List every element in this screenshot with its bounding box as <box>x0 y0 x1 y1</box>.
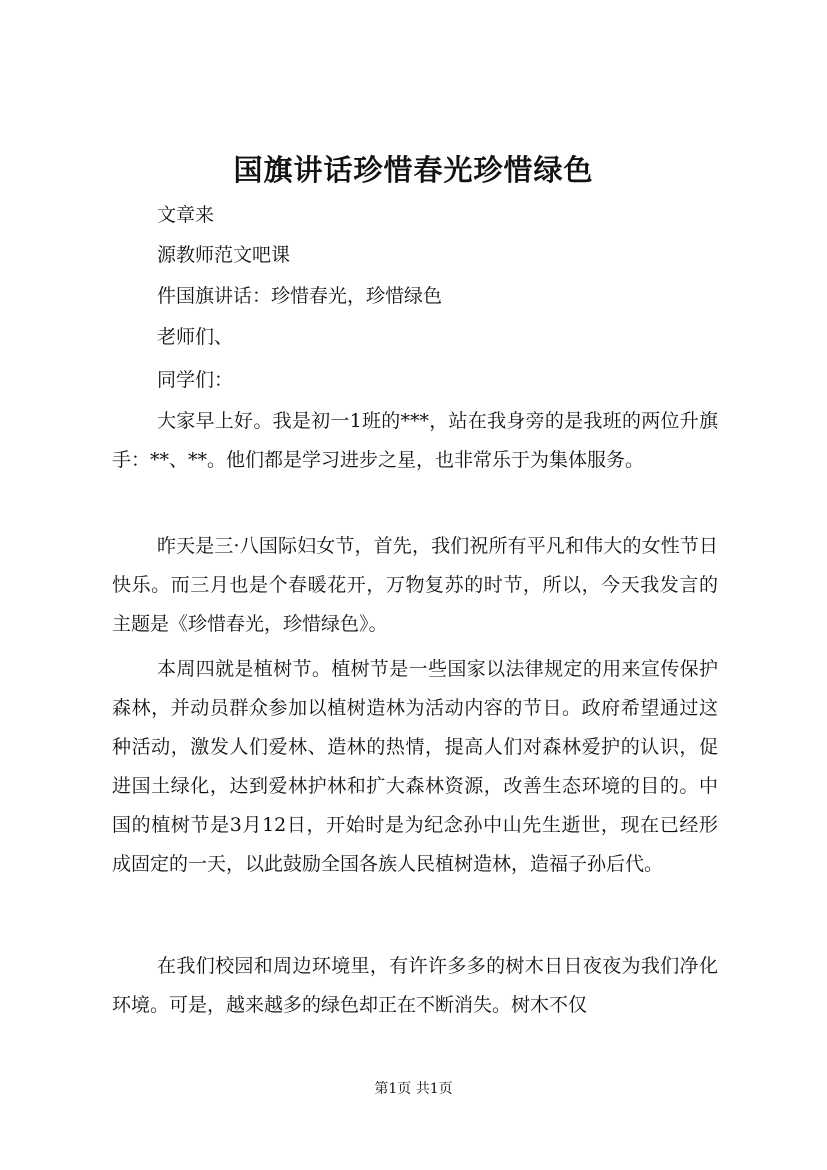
paragraph-arbor-day: 本周四就是植树节。植树节是一些国家以法律规定的用来宣传保护森林，并动员群众参加以植树造林为活动内容的节日。政府希望通过这种活动，激发人们爱林、造林的热情，提高人们对森林爱护的认识，促进国土绿化，达到爱林护林和扩大森林资源，改善生态环境的目的。中国的植树节是3月12日，开始时是为纪念孙中山先生逝世，现在已经形成固定的一天，以此鼓励全国各族人民植树造林，造福子孙后代。 <box>112 658 718 876</box>
header-line-site: 源教师范文吧课 <box>157 244 291 266</box>
salutation-teachers: 老师们、 <box>157 326 234 348</box>
document-title: 国旗讲话珍惜春光珍惜绿色 <box>233 153 594 187</box>
header-line-subject: 件国旗讲话：珍惜春光，珍惜绿色 <box>157 285 443 307</box>
page-footer: 第1页 共1页 <box>374 1081 453 1097</box>
header-line-source: 文章来 <box>157 204 215 226</box>
paragraph-campus: 在我们校园和周边环境里，有许许多多的树木日日夜夜为我们净化环境。可是，越来越多的绿色却正在不断消失。树木不仅 <box>112 955 718 1017</box>
paragraph-greeting: 大家早上好。我是初一1班的***，站在我身旁的是我班的两位升旗手：**、**。他们都是学习进步之星，也非常乐于为集体服务。 <box>112 410 718 472</box>
paragraph-womens-day: 昨天是三·八国际妇女节，首先，我们祝所有平凡和伟大的女性节日快乐。而三月也是个春暖花开，万物复苏的时节，所以，今天我发言的主题是《珍惜春光，珍惜绿色》。 <box>112 535 718 636</box>
salutation-students: 同学们： <box>157 369 234 391</box>
